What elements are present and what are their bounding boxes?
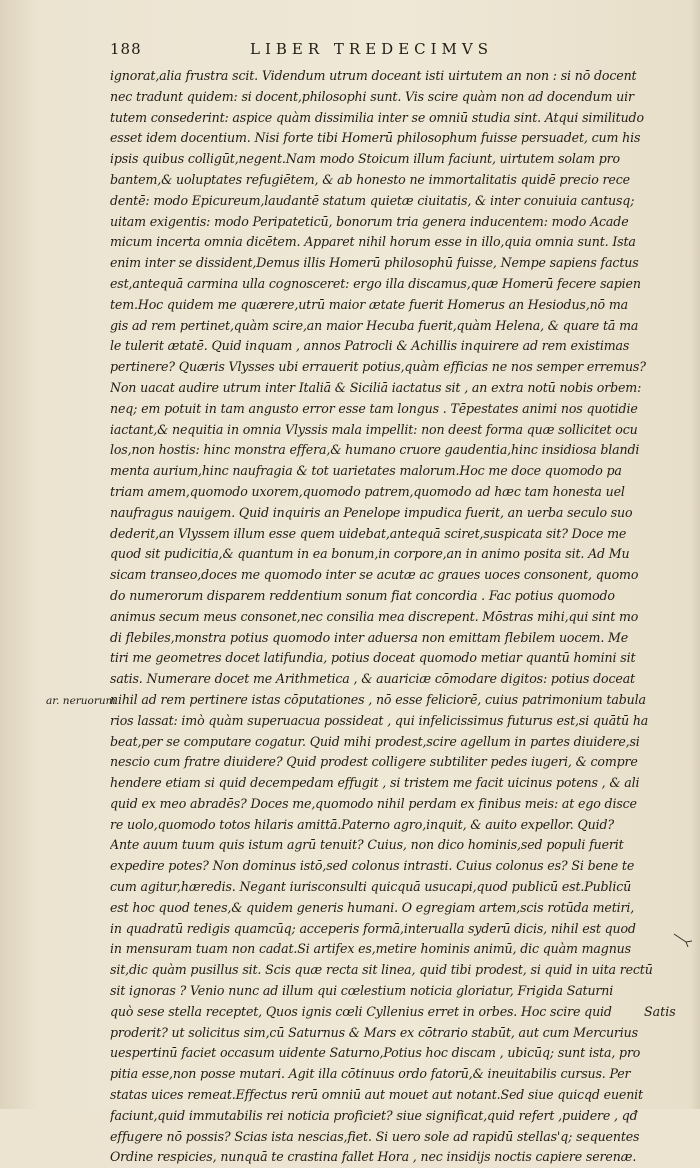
text-line: gis ad rem pertinet,quàm scire,an maior Hecuba fuerit,quàm Helena, & quare tā ma [110,317,639,333]
text-line: Non uacat audire utrum inter Italiā & Siciliā iactatus sit , an extra notū nobis orbem: [110,379,642,395]
text-line: dederit,an Vlyssem illum esse quem uidebat,antequā sciret,suspicata sit? Doce me [110,525,627,541]
text-line: Ante auum tuum quis istum agrū tenuit? Cuius, non dico hominis,sed populi fuerit [110,837,624,853]
text-line: bantem,& uoluptates refugiētem, & ab honesto ne immortalitatis quidē precio rece [110,171,630,187]
text-line: hendere etiam si quid decempedam effugit , si tristem me facit uicinus potens , & ali [110,775,640,791]
text-line: sicam transeo,doces me quomodo inter se acutæ ac graues uoces consonent, quomo [110,567,639,583]
margin-note: ar. neruorum [46,695,116,707]
text-line: uitam exigentis: modo Peripateticū, bonorum tria genera inducentem: modo Acade [110,213,629,229]
text-line: est hoc quod tenes,& quidem generis humani. O egregiam artem,scis rotūda metiri, [110,899,635,915]
text-line: animus secum meus consonet,nec consilia mea discrepent. Mōstras mihi,qui sint mo [110,608,639,624]
text-line: faciunt,quid immutabilis rei noticia proficiet? siue significat,quid refert ,puidere , qđ [110,1107,638,1123]
text-line: pertinere? Quæris Vlysses ubi errauerit potius,quàm efficias ne nos semper erremus? [110,359,646,375]
text-line: quò sese stella receptet, Quos ignis cœli Cyllenius erret in orbes. Hoc scire quid [110,1003,612,1019]
text-line: Ordine respicies, nunquā te crastina fallet Hora , nec insidijs noctis capiere serenæ. [110,1149,637,1165]
text-line: uespertinū faciet occasum uidente Saturno,Potius hoc discam , ubicūq; sunt ista, pro [110,1045,641,1061]
text-line: beat,per se computare cogatur. Quid mihi prodest,scire agellum in partes diuidere,si [110,733,640,749]
text-line: neq; em potuit in tam angusto error esse tam longus . Tēpestates animi nos quotidie [110,400,638,416]
text-line: satis. Numerare docet me Arithmetica , & auariciæ cōmodare digitos: potius doceat [110,671,635,687]
text-line: nihil ad rem pertinere istas cōputationes , nō esse feliciorē, cuius patrimonium tabula [110,691,646,707]
catchword: Satis [644,1004,676,1019]
text-line: ignorat,alia frustra scit. Videndum utrum doceant isti uirtutem an non : si nō docent [110,68,637,83]
manicule-mark-icon [672,930,696,950]
text-line: tiri me geometres docet latifundia, potius doceat quomodo metiar quantū homini sit [110,650,636,666]
text-line: los,non hostis: hinc monstra effera,& humano cruore gaudentia,hinc insidiosa blandi [110,442,640,458]
text-line: pitia esse,non posse mutari. Agit illa cōtinuus ordo fatorū,& ineuitabilis cursus. Per [110,1066,631,1082]
body-text [110,66,675,1168]
running-head: LIBER TREDECIMVS [250,40,494,58]
text-line: enim inter se dissident,Demus illis Homerū philosophū fuisse, Nempe sapiens factus [110,255,639,271]
text-line: sit,dic quàm pusillus sit. Scis quæ recta sit linea, quid tibi prodest, si quid in uita rectū [110,962,653,978]
text-line: re uolo,quomodo totos hilaris amittā.Paterno agro,inquit, & auito expellor. Quid? [110,816,614,832]
text-line: iactant,& nequitia in omnia Vlyssis mala impellit: non deest forma quæ sollicitet ocu [110,421,638,437]
text-line: effugere nō possis? Scias ista nescias,fiet. Si uero sole ad rapidū stellas'q; sequentes [110,1128,640,1144]
text-line: nescio cum fratre diuidere? Quid prodest colligere subtiliter pedes iugeri, & compre [110,754,638,770]
text-line: cum agitur,hæredis. Negant iurisconsulti quicquā usucapi,quod publicū est.Publicū [110,879,632,895]
text-line: expedire potes? Non dominus istō,sed colonus intrasti. Cuius colonus es? Si bene te [110,858,635,874]
text-line: micum incerta omnia dicētem. Apparet nihil horum esse in illo,quia omnia sunt. Ista [110,234,636,250]
text-line: tem.Hoc quidem me quærere,utrū maior ætate fuerit Homerus an Hesiodus,nō ma [110,296,628,312]
text-line: triam amem,quomodo uxorem,quomodo patrem,quomodo ad hæc tam honesta uel [110,483,625,499]
text-line: in quadratū redigis quamcūq; acceperis formā,interualla syderū dicis, nihil est quod [110,920,636,936]
text-line: statas uices remeat.Effectus rerū omniū aut mouet aut notant.Sed siue quicqd euenit [110,1087,643,1103]
text-line: quod sit pudicitia,& quantum in ea bonum,in corpore,an in animo posita sit. Ad Mu [110,546,630,562]
text-line: esset idem docentium. Nisi forte tibi Homerū philosophum fuisse persuadet, cum his [110,130,641,146]
text-line: proderit? ut solicitus sim,cū Saturnus & Mars ex cōtrario stabūt, aut cum Mercurius [110,1024,638,1040]
text-line: tutem consederint: aspice quàm dissimilia inter se omniū studia sint. Atqui similitudo [110,109,644,125]
text-line: di flebiles,monstra potius quomodo inter aduersa non emittam flebilem uocem. Me [110,629,629,645]
text-line: nec tradunt quidem: si docent,philosophi sunt. Vis scire quàm non ad docendum uir [110,88,634,104]
text-line: sit ignoras ? Venio nunc ad illum qui cœlestium noticia gloriatur, Frigida Saturni [110,983,614,999]
text-line: dentē: modo Epicureum,laudantē statum quietæ ciuitatis, & inter conuiuia cantusq; [110,192,635,208]
text-line: do numerorum disparem reddentium sonum fiat concordia . Fac potius quomodo [110,587,615,603]
text-line: ipsis quibus colligūt,negent.Nam modo Stoicum illum faciunt, uirtutem solam pro [110,151,620,167]
text-line: naufragus nauigem. Quid inquiris an Penelope impudica fuerit, an uerba seculo suo [110,504,633,520]
page-number: 188 [110,40,142,58]
text-line: est,antequā carmina ulla cognosceret: ergo illa discamus,quæ Homerū fecere sapien [110,275,641,291]
page-header [110,40,685,64]
text-line: quid ex meo abradēs? Doces me,quomodo nihil perdam ex finibus meis: at ego disce [110,795,637,811]
text-line: rios lassat: imò quàm superuacua possideat , qui infelicissimus futurus est,si quātū ha [110,712,649,728]
text-line: menta aurium,hinc naufragia & tot uarietates malorum.Hoc me doce quomodo pa [110,463,622,479]
text-line: le tulerit ætatē. Quid inquam , annos Patrocli & Achillis inquirere ad rem existimas [110,338,630,354]
text-line: in mensuram tuam non cadat.Si artifex es,metire hominis animū, dic quàm magnus [110,941,631,957]
